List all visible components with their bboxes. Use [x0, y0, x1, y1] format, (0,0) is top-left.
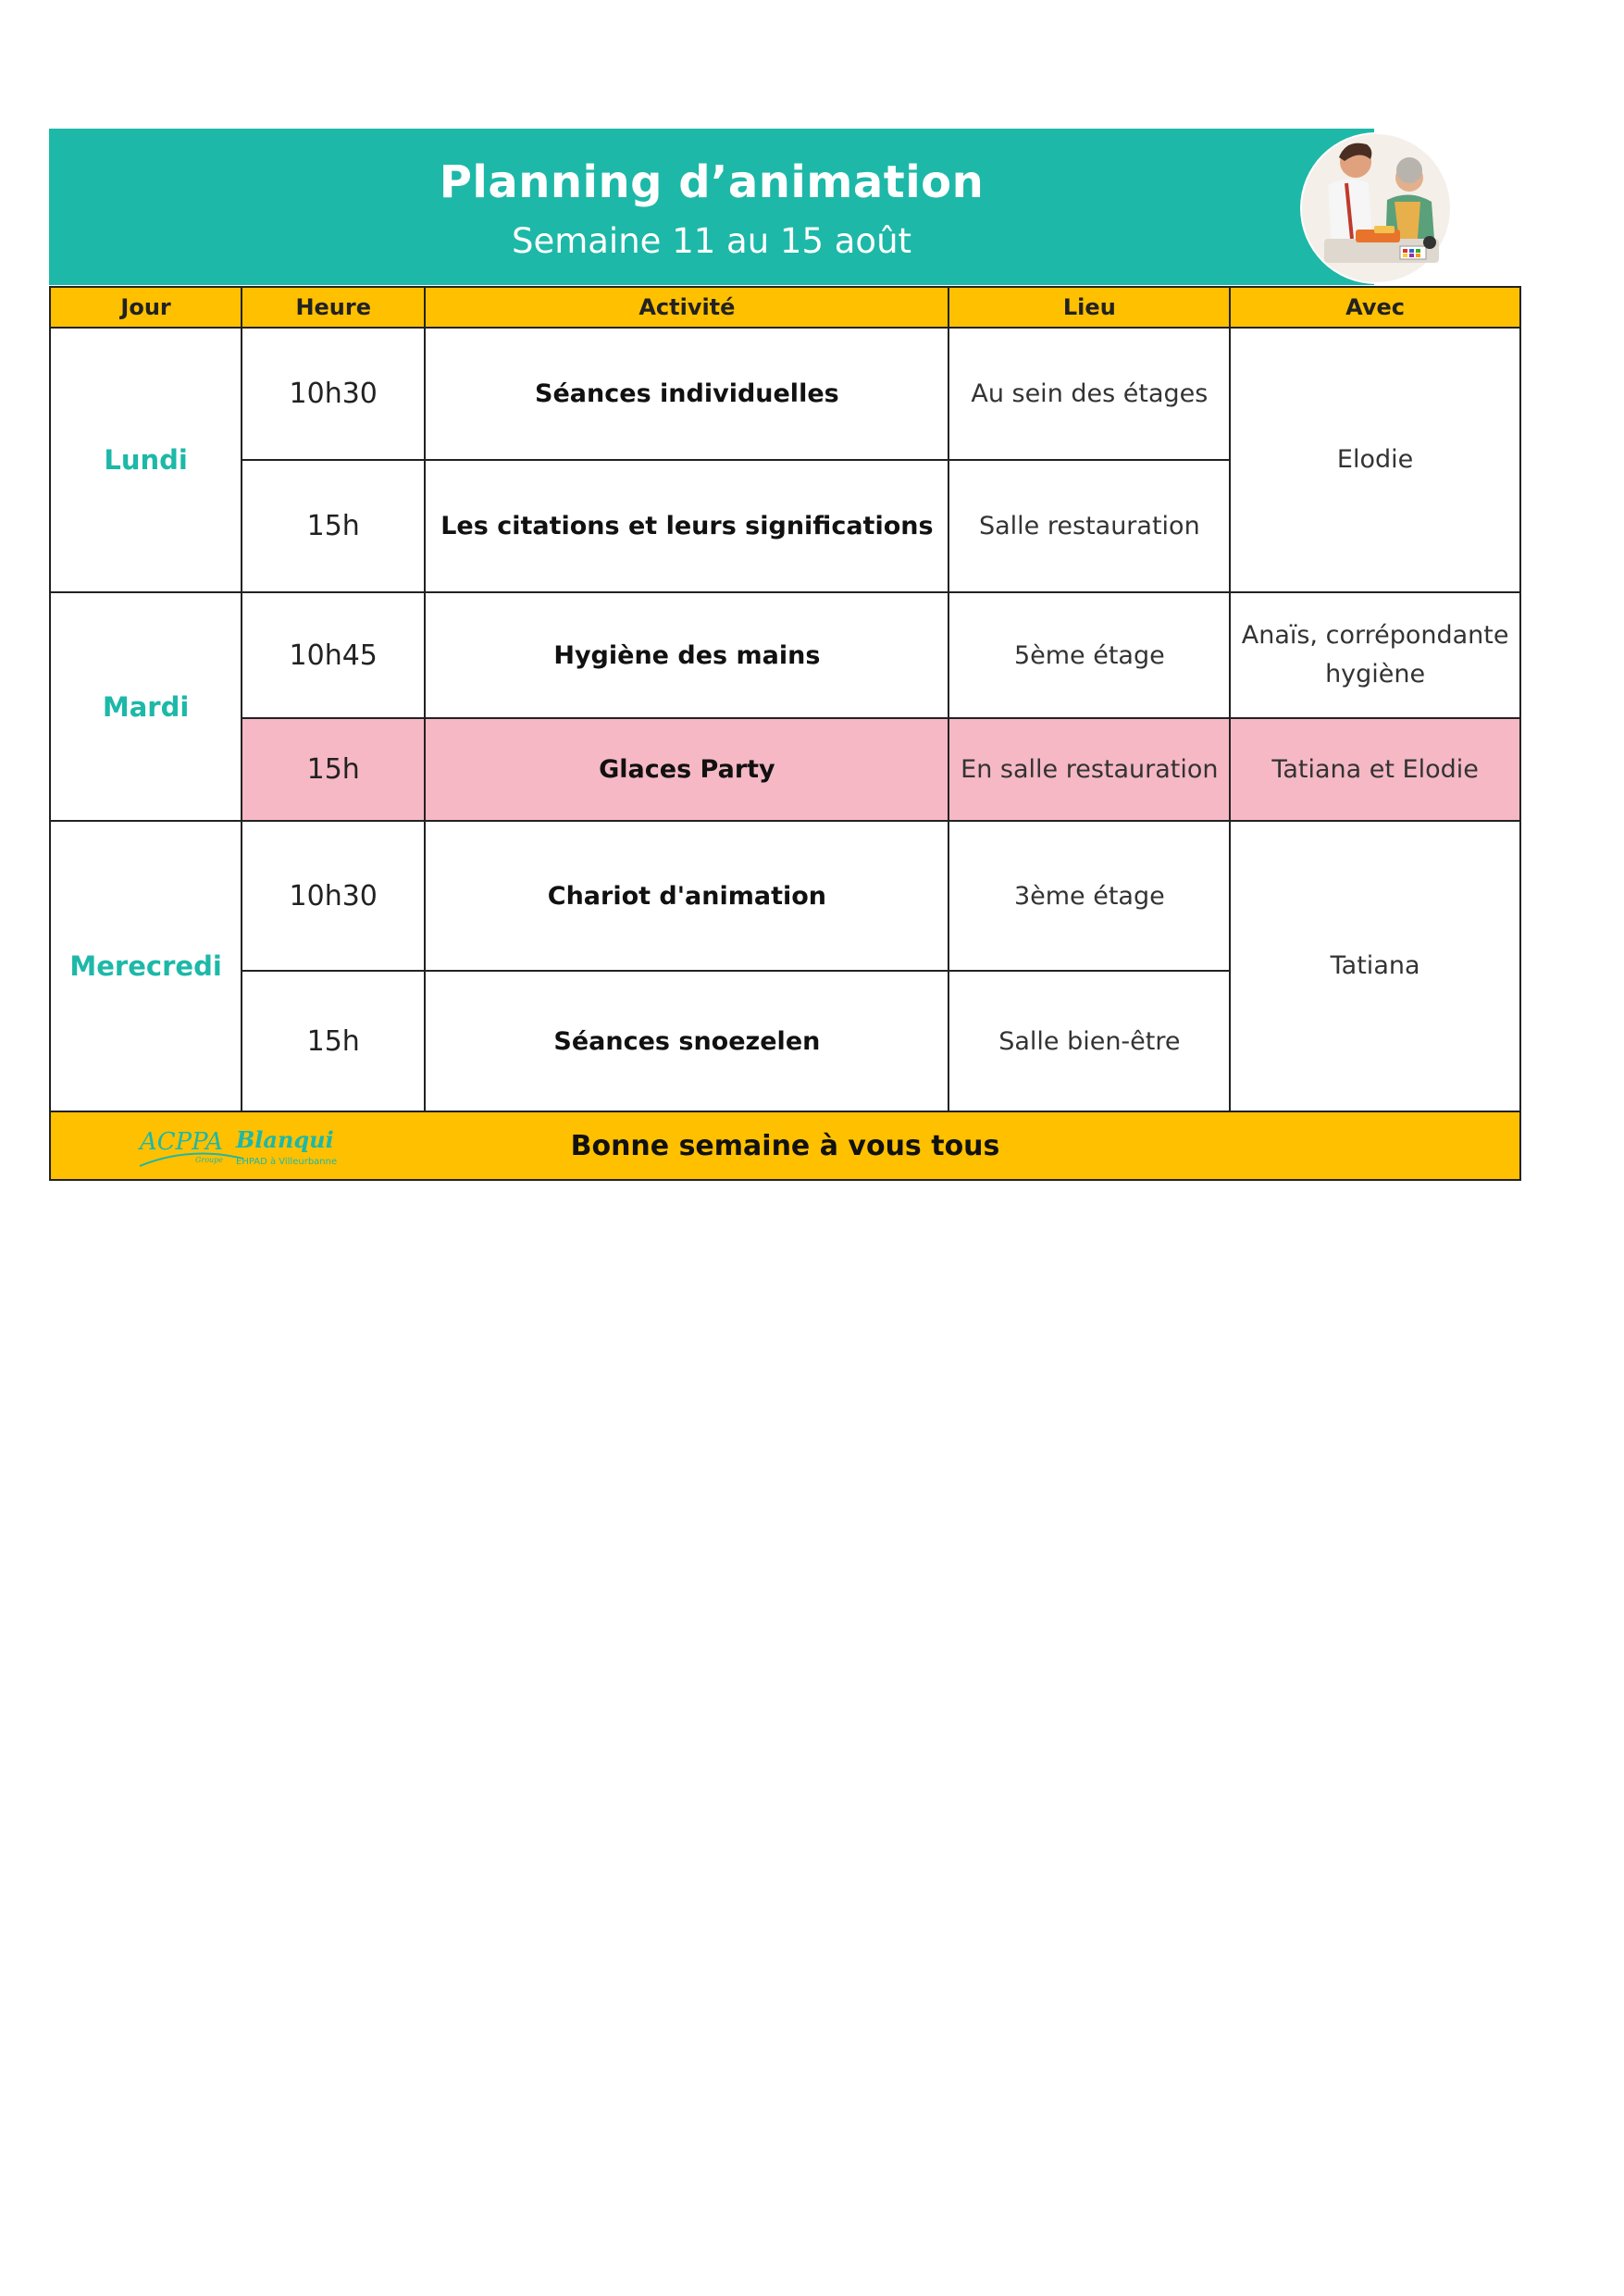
day-mardi: Mardi	[50, 592, 242, 821]
column-header-avec: Avec	[1230, 287, 1520, 328]
with-cell: Tatiana et Elodie	[1230, 718, 1520, 821]
with-cell: Elodie	[1230, 328, 1520, 592]
time-cell: 15h	[242, 718, 425, 821]
place-cell: Au sein des étages	[948, 328, 1230, 460]
activity-cell: Séances individuelles	[425, 328, 948, 460]
footer-cell	[50, 1111, 1520, 1180]
place-cell: Salle bien-être	[948, 971, 1230, 1111]
day-lundi: Lundi	[50, 328, 242, 592]
planning-table	[49, 286, 1521, 1181]
place-cell: Salle restauration	[948, 460, 1230, 592]
table-row	[50, 328, 1520, 460]
svg-text:Blanqui: Blanqui	[236, 1126, 334, 1153]
time-cell: 10h30	[242, 328, 425, 460]
day-merecredi: Merecredi	[50, 821, 242, 1111]
header-banner	[49, 129, 1374, 285]
activity-cell: Glaces Party	[425, 718, 948, 821]
footer-message: Bonne semaine à vous tous	[570, 1129, 1000, 1162]
table-header-row	[50, 287, 1520, 328]
column-header-lieu: Lieu	[948, 287, 1230, 328]
table-row	[50, 592, 1520, 718]
table-row-highlighted	[50, 718, 1520, 821]
column-header-heure: Heure	[242, 287, 425, 328]
place-cell: En salle restauration	[948, 718, 1230, 821]
activity-cell: Séances snoezelen	[425, 971, 948, 1111]
acppa-blanqui-logo-icon	[134, 1118, 338, 1175]
footer-row	[50, 1111, 1520, 1180]
time-cell: 15h	[242, 971, 425, 1111]
column-header-activite: Activité	[425, 287, 948, 328]
activity-cell: Hygiène des mains	[425, 592, 948, 718]
time-cell: 15h	[242, 460, 425, 592]
activity-cell: Les citations et leurs significations	[425, 460, 948, 592]
time-cell: 10h45	[242, 592, 425, 718]
svg-text:Groupe: Groupe	[195, 1156, 224, 1164]
column-header-jour: Jour	[50, 287, 242, 328]
with-cell: Tatiana	[1230, 821, 1520, 1111]
with-cell: Anaïs, corrépondante hygiène	[1230, 592, 1520, 718]
page-subtitle: Semaine 11 au 15 août	[511, 221, 912, 261]
place-cell: 5ème étage	[948, 592, 1230, 718]
place-cell: 3ème étage	[948, 821, 1230, 971]
svg-text:EHPAD à Villeurbanne: EHPAD à Villeurbanne	[236, 1157, 338, 1167]
header-illustration-icon	[1291, 130, 1461, 287]
time-cell: 10h30	[242, 821, 425, 971]
activity-cell: Chariot d'animation	[425, 821, 948, 971]
svg-text:ACPPA: ACPPA	[140, 1128, 224, 1156]
page-title: Planning d’animation	[439, 156, 985, 208]
table-row	[50, 821, 1520, 971]
